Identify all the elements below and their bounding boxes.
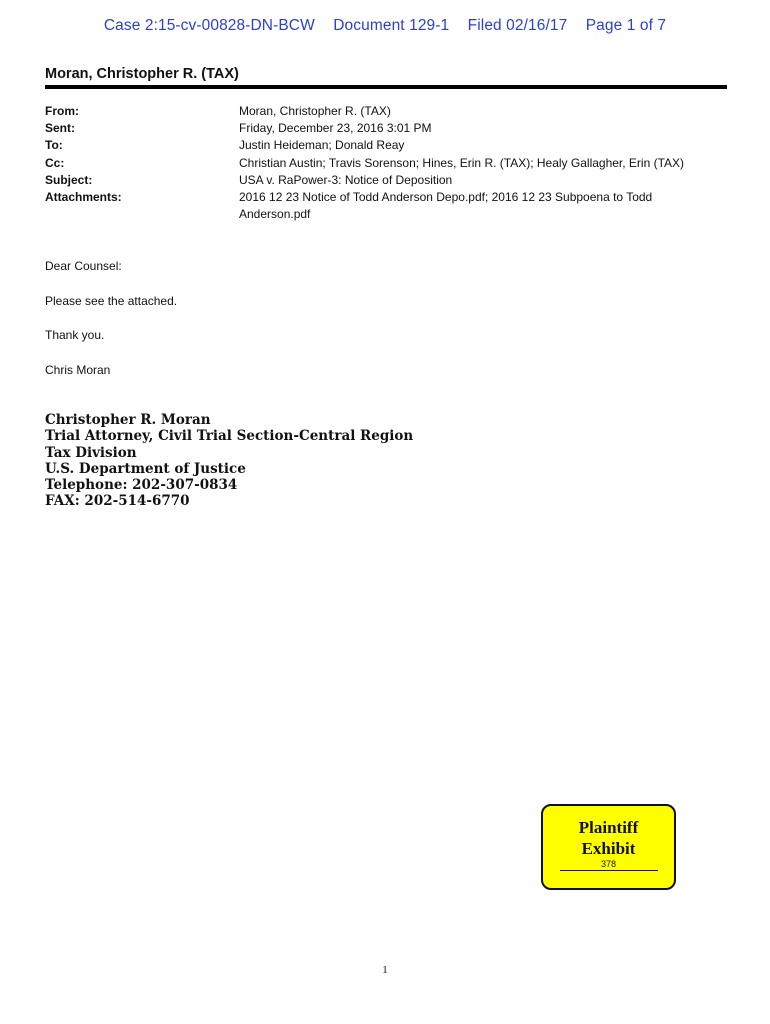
meta-value: Christian Austin; Travis Sorenson; Hines, Erin R. (TAX); Healy Gallagher, Erin (TAX) bbox=[239, 155, 685, 170]
signature-fax: FAX: 202-514-6770 bbox=[45, 493, 190, 510]
exhibit-sticker bbox=[541, 804, 676, 890]
meta-key: Sent: bbox=[45, 121, 75, 136]
title-divider bbox=[45, 85, 727, 89]
document-number: Document 129-1 bbox=[333, 17, 450, 34]
meta-key: Attachments: bbox=[45, 190, 122, 205]
meta-value: Justin Heideman; Donald Reay bbox=[239, 138, 405, 153]
sign-off: Chris Moran bbox=[45, 362, 111, 377]
email-metadata bbox=[45, 103, 727, 223]
exhibit-number: 378 bbox=[560, 859, 658, 871]
signature-title: Trial Attorney, Civil Trial Section-Central Region bbox=[45, 428, 414, 445]
signature-block bbox=[45, 412, 413, 510]
exhibit-label-line2: Exhibit bbox=[581, 839, 636, 858]
sender-title: Moran, Christopher R. (TAX) bbox=[45, 66, 239, 82]
meta-key: To: bbox=[45, 138, 63, 153]
meta-row-to bbox=[45, 137, 727, 154]
page-indicator: Page 1 of 7 bbox=[585, 17, 667, 34]
meta-value: Friday, December 23, 2016 3:01 PM bbox=[239, 121, 432, 136]
closing: Thank you. bbox=[45, 328, 105, 342]
meta-row-subject bbox=[45, 172, 727, 189]
attachments-list: 2016 12 23 Notice of Todd Anderson Depo.pdf; 2016 12 23 Subpoena to Todd Anderson.pdf bbox=[239, 190, 653, 222]
greeting: Dear Counsel: bbox=[45, 259, 122, 273]
meta-key: From: bbox=[45, 104, 79, 118]
signature-department: U.S. Department of Justice bbox=[45, 460, 246, 477]
signature-division: Tax Division bbox=[45, 444, 137, 461]
meta-value: Moran, Christopher R. (TAX) bbox=[239, 104, 391, 118]
filing-header bbox=[0, 17, 770, 35]
meta-row-from bbox=[45, 103, 727, 120]
page-number: 1 bbox=[382, 964, 388, 976]
signature-telephone: Telephone: 202-307-0834 bbox=[45, 477, 238, 494]
meta-key: Subject: bbox=[45, 172, 93, 187]
signature-name: Christopher R. Moran bbox=[45, 412, 211, 428]
meta-value: USA v. RaPower-3: Notice of Deposition bbox=[239, 172, 453, 187]
exhibit-label-line1: Plaintiff bbox=[578, 818, 639, 837]
meta-row-sent bbox=[45, 120, 727, 137]
filed-date: Filed 02/16/17 bbox=[467, 17, 568, 34]
meta-row-attachments bbox=[45, 189, 727, 223]
case-number: Case 2:15-cv-00828-DN-BCW bbox=[103, 17, 315, 34]
email-body bbox=[45, 258, 177, 396]
meta-row-cc bbox=[45, 155, 727, 172]
message-text: Please see the attached. bbox=[45, 293, 178, 308]
meta-key: Cc: bbox=[45, 155, 65, 170]
